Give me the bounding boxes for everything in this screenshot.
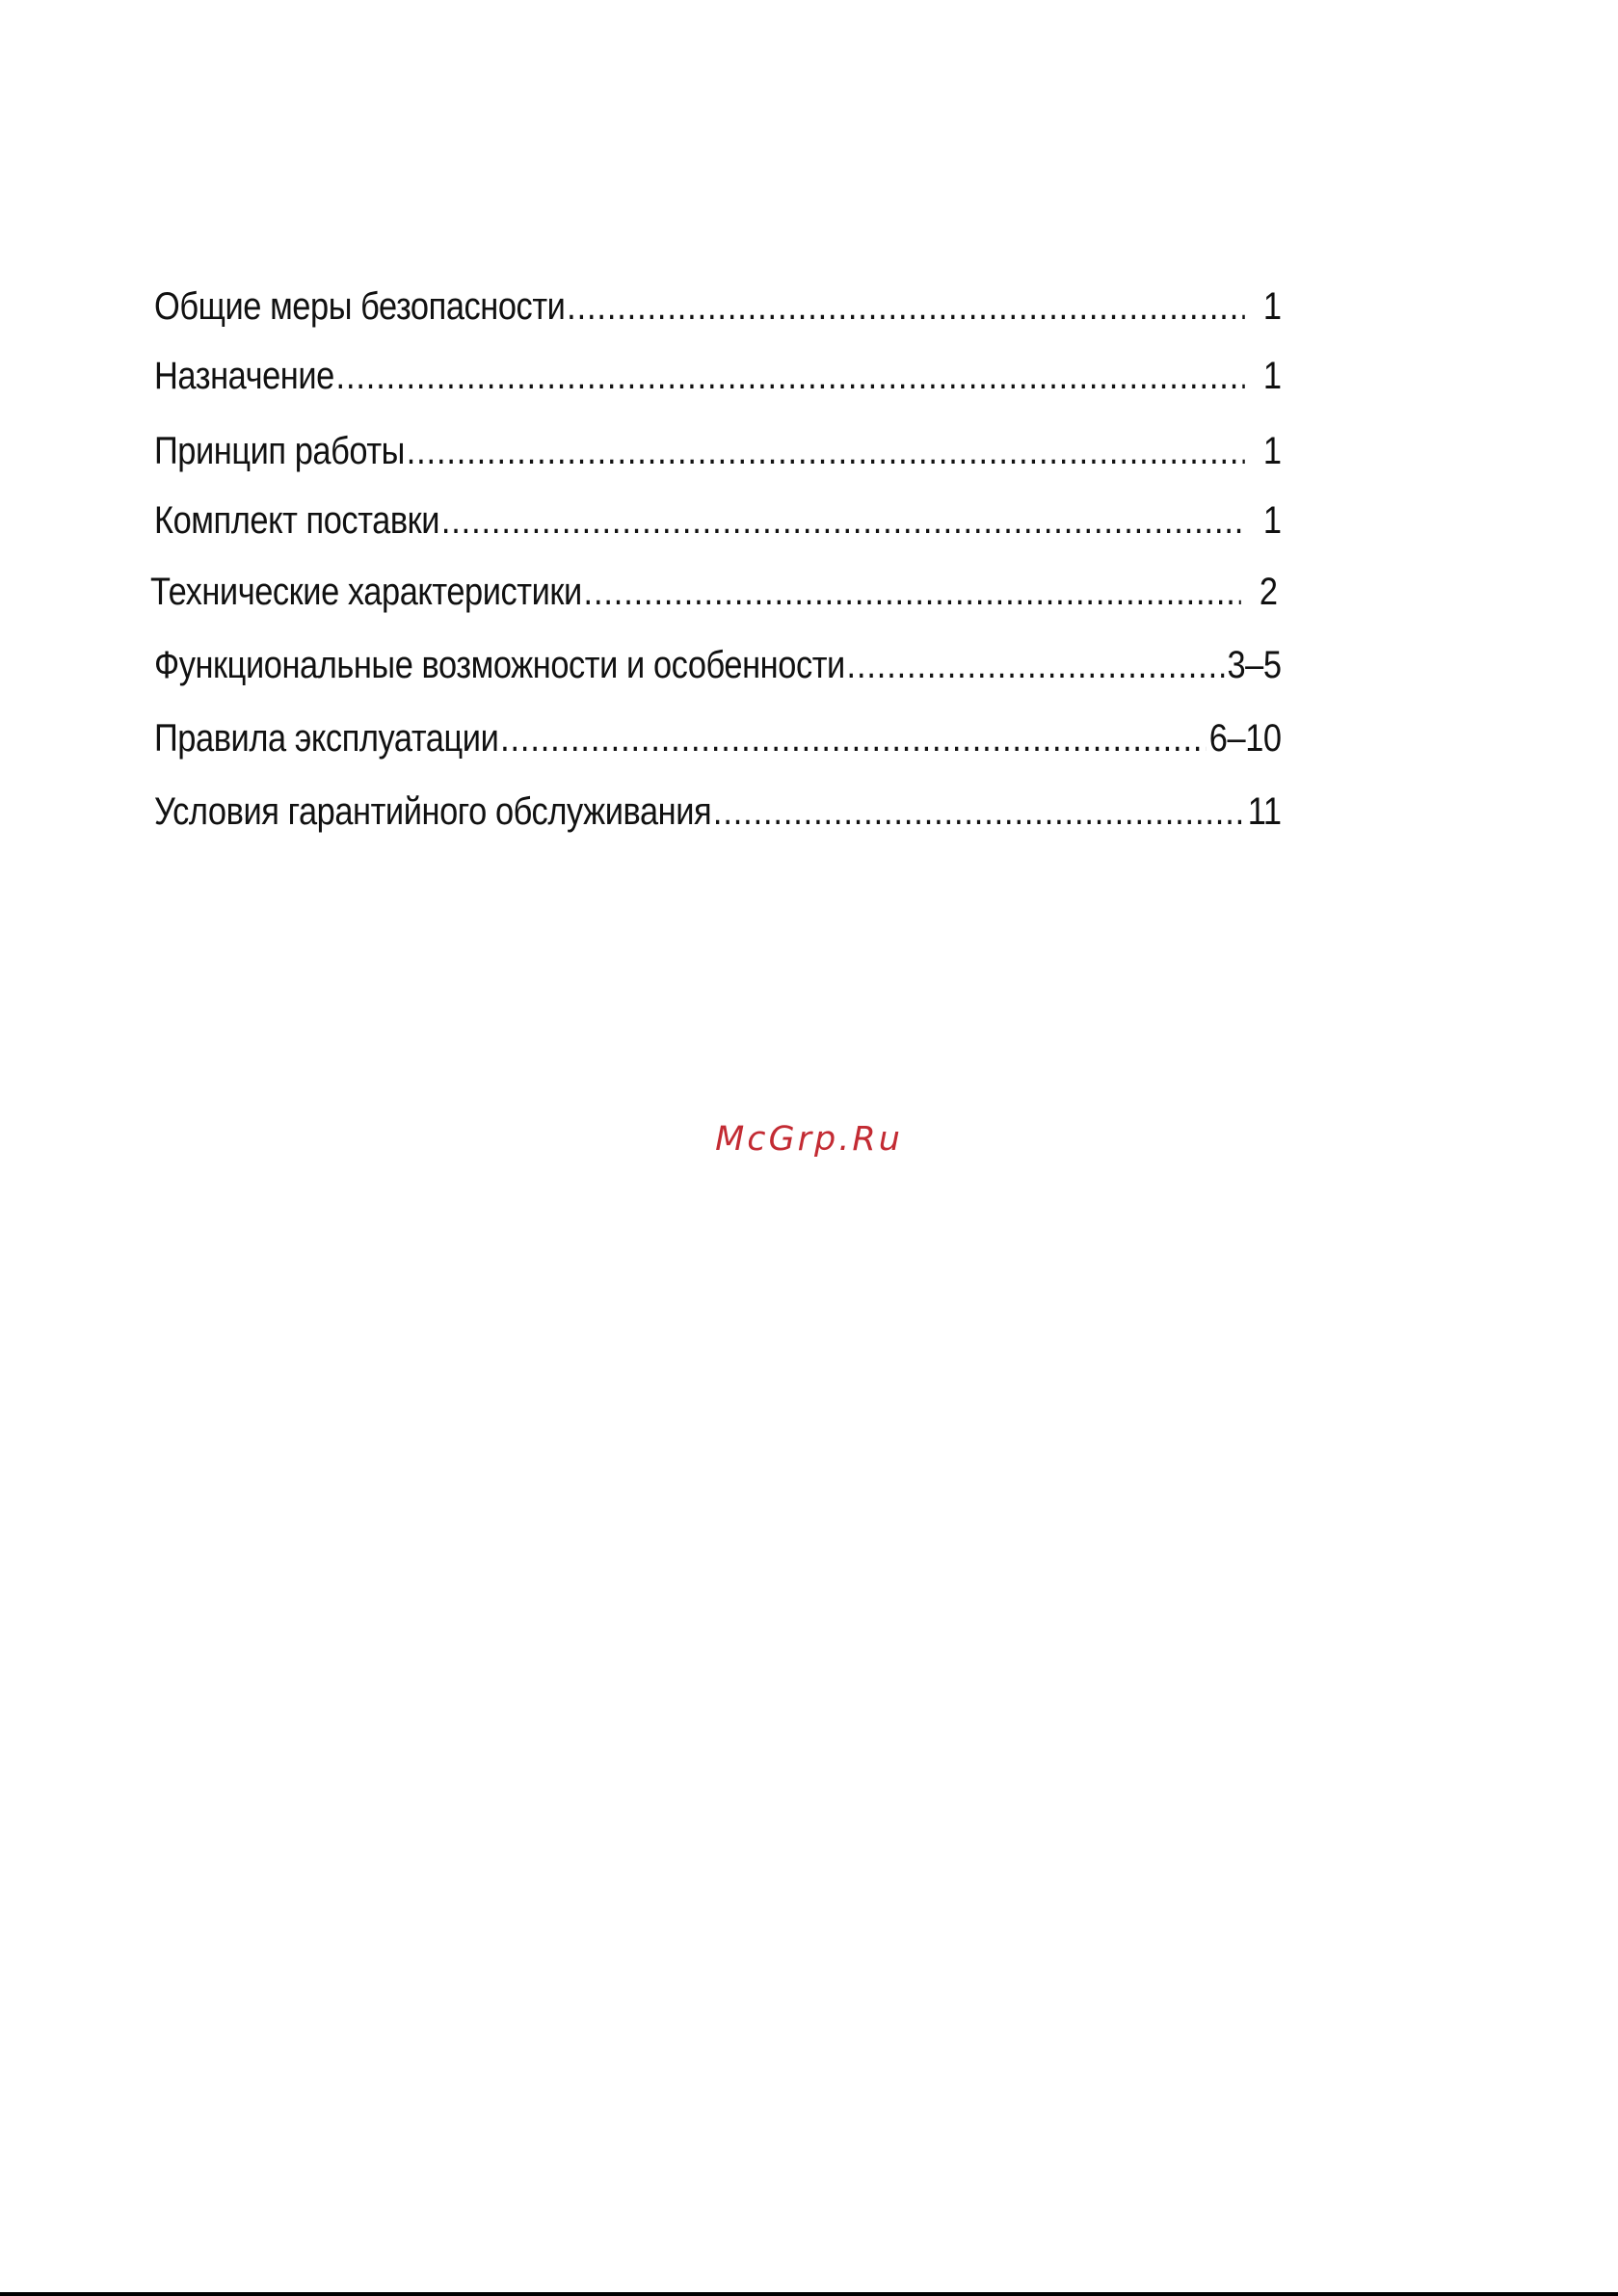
toc-leader-dots xyxy=(567,283,1245,330)
toc-leader-dots xyxy=(441,497,1245,544)
toc-leader-dots xyxy=(584,569,1241,615)
toc-entry-operation-principle[interactable] xyxy=(154,416,1282,474)
toc-page-number: 1 xyxy=(1262,355,1282,397)
toc-page-number: 1 xyxy=(1262,285,1282,328)
toc-title: Комплект поставки xyxy=(154,499,440,542)
toc-entry-safety[interactable] xyxy=(154,272,1282,330)
toc-title: Назначение xyxy=(154,355,334,397)
toc-leader-dots xyxy=(407,428,1245,474)
toc-entry-operating-rules[interactable] xyxy=(154,704,1282,761)
toc-title: Принцип работы xyxy=(154,430,405,472)
toc-page-number: 3–5 xyxy=(1227,644,1282,686)
toc-title: Технические характеристики xyxy=(150,571,582,613)
toc-leader-dots xyxy=(847,642,1225,688)
toc-leader-dots xyxy=(500,715,1206,761)
toc-entry-purpose[interactable] xyxy=(154,341,1282,399)
toc-title: Условия гарантийного обслуживания xyxy=(154,790,712,833)
toc-title: Общие меры безопасности xyxy=(154,285,566,328)
watermark-text: McGrp.Ru xyxy=(715,1120,903,1159)
toc-title: Правила эксплуатации xyxy=(154,717,499,760)
toc-leader-dots xyxy=(336,353,1245,399)
toc-entry-specifications[interactable] xyxy=(150,557,1278,615)
toc-page-number: 6–10 xyxy=(1208,717,1282,760)
toc-page-number: 1 xyxy=(1262,499,1282,542)
toc-entry-warranty[interactable] xyxy=(154,777,1282,835)
toc-entry-package-contents[interactable] xyxy=(154,486,1282,544)
toc-entry-features[interactable] xyxy=(154,630,1282,688)
toc-page-number: 1 xyxy=(1262,430,1282,472)
toc-title: Функциональные возможности и особенности xyxy=(154,644,845,686)
toc-leader-dots xyxy=(713,788,1244,835)
toc-page-number: 11 xyxy=(1247,790,1282,833)
toc-page-number: 2 xyxy=(1259,571,1278,613)
bottom-border-line xyxy=(0,2292,1618,2296)
